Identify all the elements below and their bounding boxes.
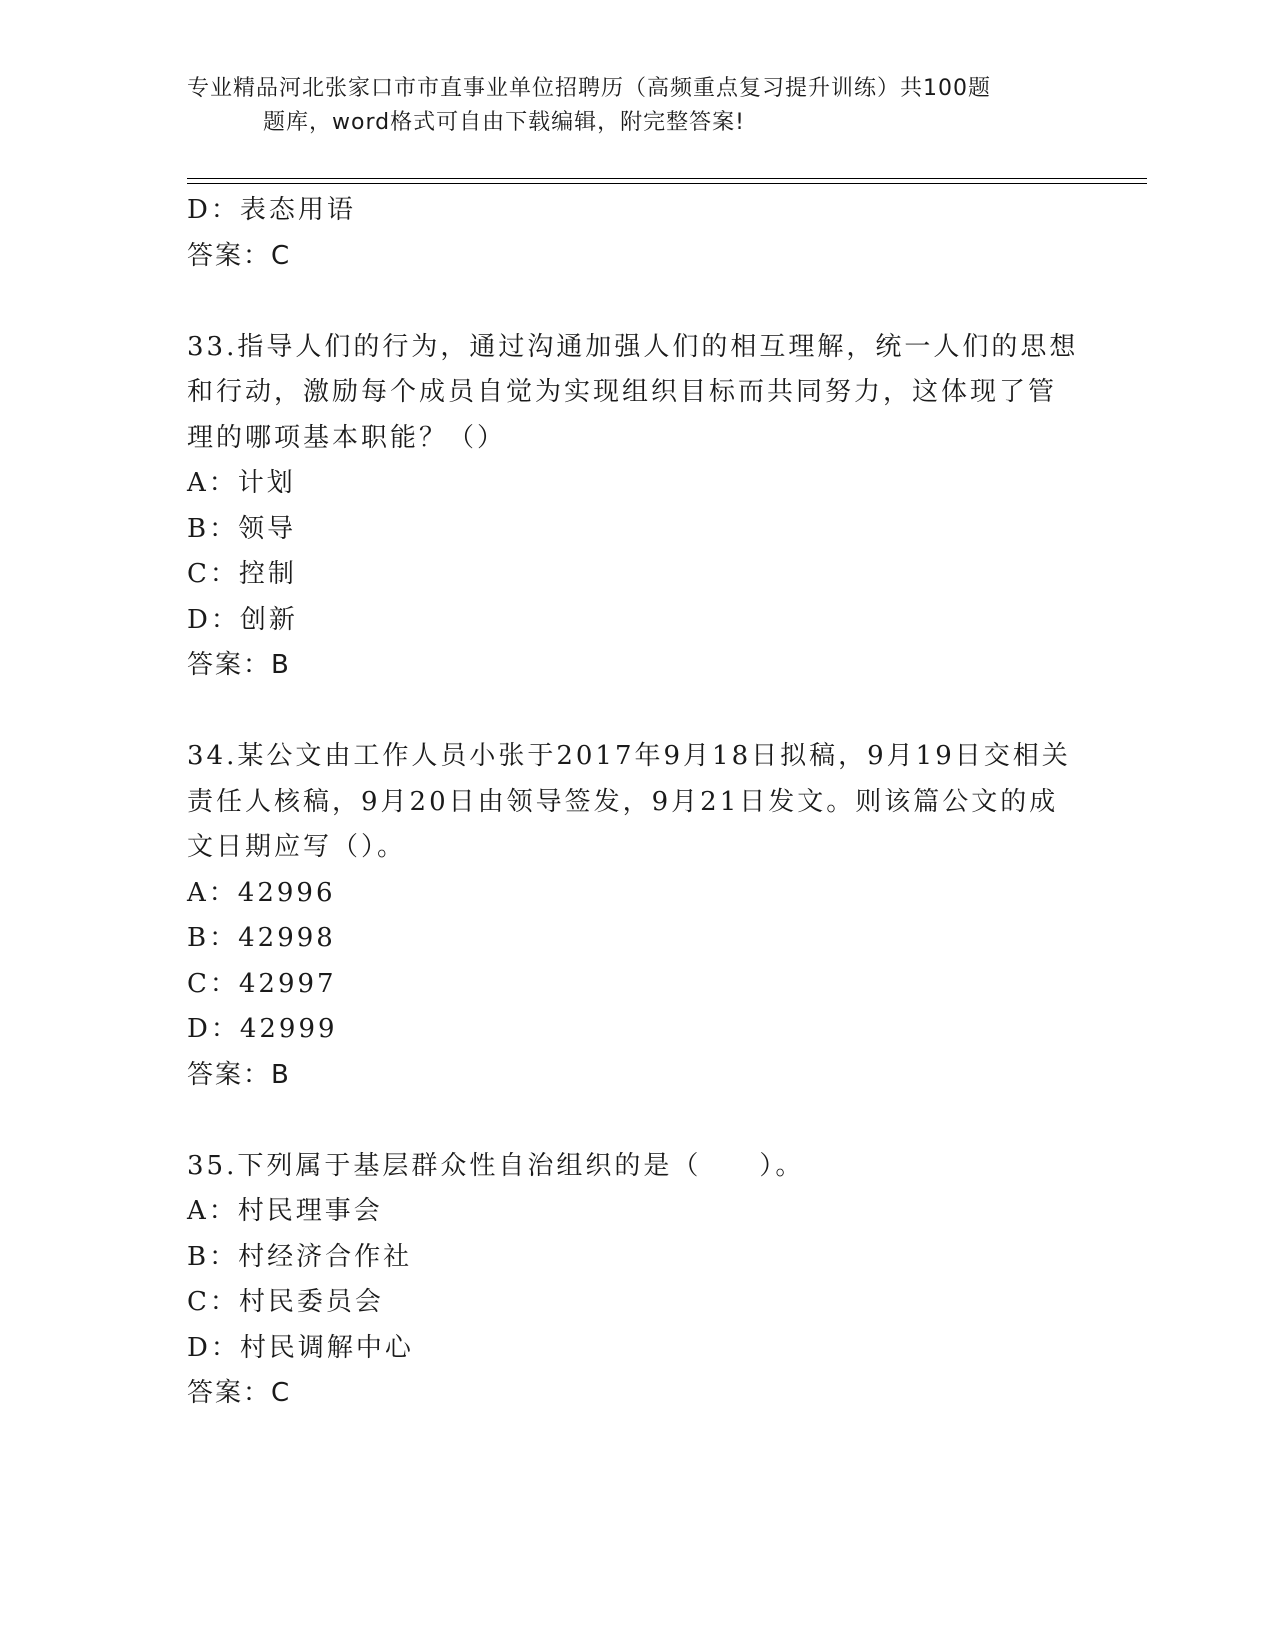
header-divider-bottom (187, 183, 1147, 184)
answer: 答案：B (187, 650, 291, 680)
question-stem (187, 1144, 1087, 1190)
answer: 答案：C (187, 1378, 292, 1408)
question-33 (187, 325, 1087, 689)
option-d: D：表态用语 (187, 195, 356, 225)
stem-line: 34.某公文由工作人员小张于2017年9月18日拟稿，9月19日交相关 (187, 741, 1071, 771)
answer: 答案：B (187, 1059, 291, 1090)
question-35 (187, 1144, 1087, 1417)
question-stem (187, 734, 1087, 871)
option-c: C：控制 (187, 559, 297, 589)
option-d: D：创新 (187, 604, 298, 635)
stem-line: 责任人核稿，9月20日由领导签发，9月21日发文。则该篇公文的成 (187, 786, 1059, 817)
option-d: D：村民调解中心 (187, 1332, 414, 1363)
option-d: D：42999 (187, 1014, 338, 1044)
option-a: A：42996 (187, 877, 336, 908)
document-header (187, 72, 1067, 140)
question-stem (187, 325, 1087, 462)
option-c: C：42997 (187, 968, 337, 999)
option-b: B：村经济合作社 (187, 1241, 413, 1272)
stem-line: 35.下列属于基层群众性自治组织的是（ ）。 (187, 1150, 805, 1181)
document-body (187, 188, 1087, 1417)
header-divider-top (187, 178, 1147, 179)
stem-line: 和行动，激励每个成员自觉为实现组织目标而共同努力，这体现了管 (187, 377, 1058, 407)
option-a: A：计划 (187, 468, 296, 498)
stem-line: 33.指导人们的行为，通过沟通加强人们的相互理解，统一人们的思想 (187, 331, 1079, 362)
stem-line: 文日期应写（）。 (187, 832, 407, 862)
option-a: A：村民理事会 (187, 1196, 383, 1226)
header-title-line1: 专业精品河北张家口市市直事业单位招聘历（高频重点复习提升训练）共100题 (187, 76, 991, 101)
option-c: C：村民委员会 (187, 1287, 384, 1317)
option-b: B：领导 (187, 513, 297, 544)
option-b: B：42998 (187, 923, 336, 953)
header-title-line2: 题库，word格式可自由下载编辑，附完整答案! (263, 110, 745, 135)
stem-line: 理的哪项基本职能？（） (187, 422, 507, 453)
answer: 答案：C (187, 240, 292, 271)
question-34 (187, 734, 1087, 1098)
